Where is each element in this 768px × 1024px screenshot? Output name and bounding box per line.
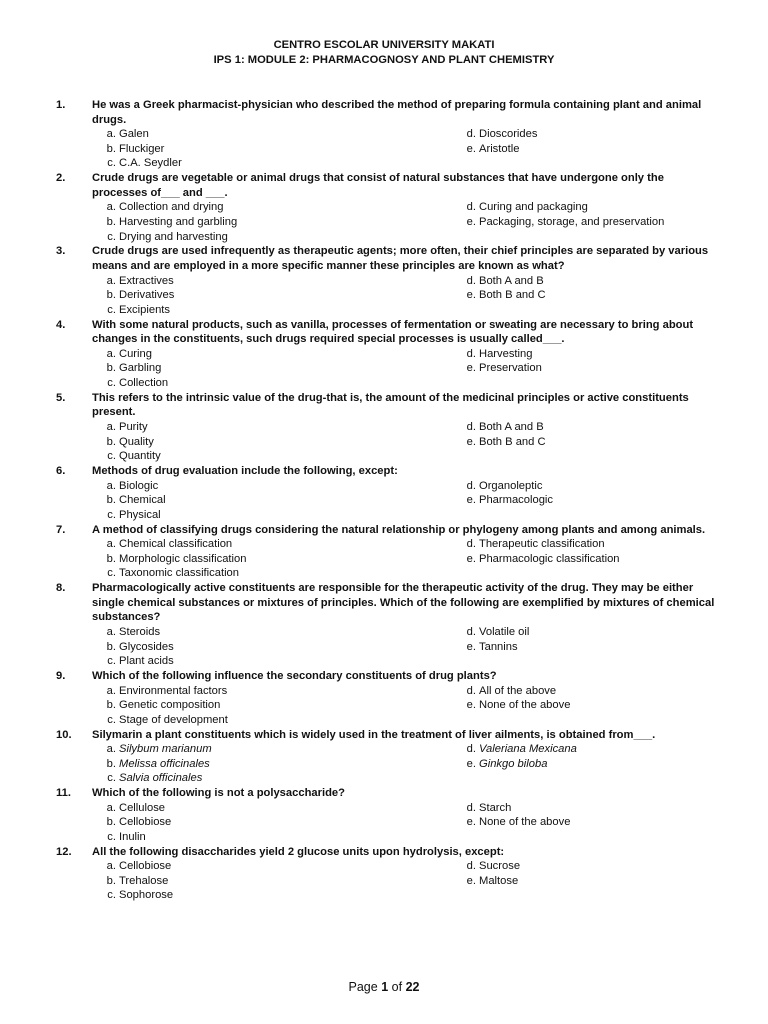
option-group: a. Purity b. Quality c. Quantity d. Both A and B e. Both B and C	[106, 420, 546, 463]
question-item	[0, 728, 768, 787]
question-number: 9.	[56, 669, 66, 682]
question-stem	[0, 728, 768, 743]
question-text: All the following disaccharides yield 2 glucose units upon hydrolysis, except:	[92, 845, 505, 858]
option-group: a. Cellulose b. Cellobiose c. Inulin d. Starch e. None of the above	[106, 801, 571, 843]
option-group: a. Steroids b. Glycosides c. Plant acids d. Volatile oil e. Tannins	[106, 625, 530, 668]
question-text: Pharmacologically active constituents are responsible for the therapeutic activity of the drug. They may be either single chemical substances or mixtures of principles. Which of the following are exemplified by mixtures of chemical substances?	[92, 582, 715, 624]
question-text: Silymarin a plant constituents which is widely used in the treatment of liver ailments, is obtained from___.	[92, 728, 656, 741]
question-item	[0, 845, 768, 904]
question-stem	[0, 244, 768, 273]
question-stem	[0, 98, 768, 127]
question-item	[0, 464, 768, 523]
option-group: a. Cellobiose b. Trehalose c. Sophorose d. Sucrose e. Maltose	[106, 860, 521, 902]
question-number: 12.	[56, 845, 72, 858]
school-name: CENTRO ESCOLAR UNIVERSITY MAKATI	[273, 39, 495, 51]
question-number: 10.	[56, 728, 72, 741]
question-stem	[0, 581, 768, 625]
question-stem	[0, 523, 768, 538]
option-group: a. Collection and drying b. Harvesting and garbling c. Drying and harvesting d. Curing and packaging e. Packaging, storage, and preservation	[106, 201, 665, 243]
question-item	[0, 669, 768, 728]
question-stem	[0, 391, 768, 420]
question-text: Crude drugs are used infrequently as therapeutic agents; more often, their chief principles are separated by various means and are employed in a more specific manner these principles are known as what?	[92, 245, 709, 272]
question-text: A method of classifying drugs considering the natural relationship or phylogeny among plants and among animals.	[92, 523, 706, 536]
question-stem	[0, 171, 768, 200]
question-stem	[0, 318, 768, 347]
question-item	[0, 391, 768, 464]
question-text: Which of the following is not a polysaccharide?	[92, 787, 345, 800]
question-text: He was a Greek pharmacist-physician who described the method of preparing formula containing plant and animal drugs.	[92, 99, 702, 126]
question-stem	[0, 786, 768, 801]
question-item	[0, 318, 768, 391]
option-group: a. Chemical classification b. Morphologic classification c. Taxonomic classification d. Therapeutic classification e. Pharmacologic classification	[106, 538, 620, 580]
option-group: a. Galen b. Fluckiger c. C.A. Seydler d. Dioscorides e. Aristotle	[106, 128, 538, 170]
option-group: a. Silybum marianum b. Melissa officinales c. Salvia officinales d. Valeriana Mexicana e. Ginkgo biloba	[106, 743, 577, 785]
question-number: 5.	[56, 391, 66, 404]
question-item	[0, 98, 768, 171]
question-text: Methods of drug evaluation include the following, except:	[92, 464, 398, 477]
question-text: Which of the following influence the secondary constituents of drug plants?	[92, 669, 497, 682]
question-number: 7.	[56, 523, 66, 536]
question-item	[0, 171, 768, 244]
question-number: 4.	[56, 318, 66, 331]
question-number: 8.	[56, 582, 66, 595]
question-stem	[0, 669, 768, 684]
of-label: of	[391, 980, 403, 994]
module-title: IPS 1: MODULE 2: PHARMACOGNOSY AND PLANT CHEMISTRY	[213, 53, 555, 66]
option-group: a. Biologic b. Chemical c. Physical d. Organoleptic e. Pharmacologic	[106, 479, 553, 521]
question-text: This refers to the intrinsic value of the drug-that is, the amount of the medicinal principles or active constituents present.	[92, 391, 689, 419]
question-item	[0, 786, 768, 845]
option-group: a. Extractives b. Derivatives c. Excipients d. Both A and B e. Both B and C	[106, 274, 546, 316]
question-item	[0, 523, 768, 582]
question-number: 6.	[56, 464, 66, 477]
question-item	[0, 581, 768, 669]
page-footer	[0, 980, 768, 994]
option-group: a. Environmental factors b. Genetic composition c. Stage of development d. All of the above e. None of the above	[106, 684, 571, 726]
option-group: a. Curing b. Garbling c. Collection d. Harvesting e. Preservation	[106, 347, 542, 389]
question-number: 2.	[56, 172, 66, 185]
question-stem	[0, 845, 768, 860]
current-page-number: 1	[381, 980, 389, 994]
question-stem	[0, 464, 768, 479]
page-label: Page	[348, 980, 378, 994]
document-header	[0, 38, 768, 67]
question-text: With some natural products, such as vanilla, processes of fermentation or sweating are necessary to bring about changes in the constituents, such drugs required special processes is usually called___.	[92, 318, 694, 346]
question-list	[0, 98, 768, 903]
question-item	[0, 244, 768, 317]
question-number: 1.	[56, 99, 66, 111]
total-page-count: 22	[405, 980, 420, 994]
question-number: 3.	[56, 245, 66, 258]
question-number: 11.	[56, 787, 71, 800]
question-text: Crude drugs are vegetable or animal drugs that consist of natural substances that have undergone only the processes of___ and ___.	[92, 172, 664, 199]
